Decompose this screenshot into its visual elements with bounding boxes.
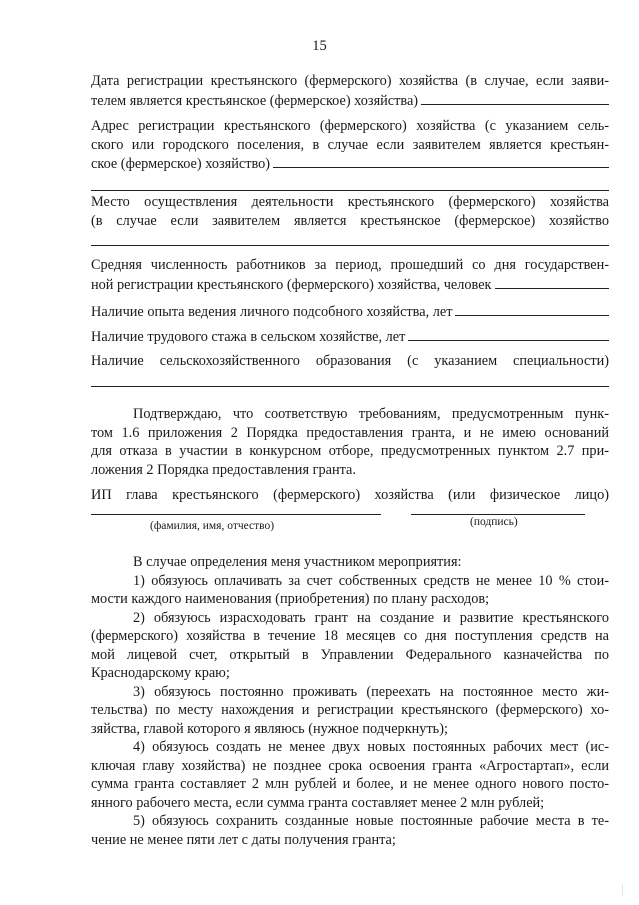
obligation-4-line-2: ключая главу хозяйства) не позднее срока освоения гранта «Агростартап», если [91, 757, 609, 774]
obligation-3-line-2: тельства) по месту нахождения и регистрации крестьянского (фермерского) хо- [91, 702, 609, 718]
avg-employees-line-1: Средняя численность работников за период, прошедший со дня государствен- [91, 257, 609, 273]
confirmation-paragraph [91, 405, 609, 479]
page-number: 15 [312, 38, 327, 54]
obligation-5-line-1: 5) обязуюсь сохранить созданные новые постоянные рабочие места в те- [133, 813, 609, 829]
obligation-1-line-2: мости каждого наименования (приобретения) по плану расходов; [91, 591, 490, 607]
obligation-2-line-3: мой лицевой счет, открытый в Управлении Федерального казначейства по [91, 646, 609, 663]
signature-caption: (подпись) [470, 516, 518, 528]
avg-employees-field [91, 256, 609, 294]
obligation-5-line-2: чение не менее пяти лет с даты получения гранта; [91, 831, 396, 848]
avg-employees-blank[interactable] [495, 275, 609, 289]
confirmation-line-1: Подтверждаю, что соответствую требованиям, предусмотренным пунк- [133, 406, 609, 422]
activity-place-field [91, 193, 609, 246]
registration-date-field [91, 72, 609, 110]
obligation-4-line-4: янного рабочего места, если сумма гранта составляет менее 2 млн рублей; [91, 794, 545, 811]
name-blank[interactable] [91, 514, 381, 515]
registration-address-blank-2[interactable] [91, 177, 609, 191]
work-experience-blank[interactable] [408, 327, 609, 341]
farm-experience-label: Наличие опыта ведения личного подсобного хозяйства, лет [91, 304, 453, 320]
work-experience-label: Наличие трудового стажа в сельском хозяйстве, лет [91, 329, 406, 345]
registration-date-line-1: Дата регистрации крестьянского (фермерского) хозяйства (в случае, если заяви- [91, 73, 609, 89]
registration-address-blank[interactable] [273, 154, 609, 168]
work-experience-field [91, 327, 609, 347]
registration-address-line-1: Адрес регистрации крестьянского (фермерского) хозяйства (с указанием сель- [91, 118, 609, 134]
registration-date-line-2: телем является крестьянское (фермерское) хозяйства) [91, 92, 419, 109]
education-blank[interactable] [91, 373, 609, 387]
obligation-1-line-1: 1) обязуюсь оплачивать за счет собственных средств не менее 10 % стои- [133, 572, 609, 589]
registration-address-line-2: ского или городского поселения, в случае если заявителем является крестьян- [91, 136, 609, 153]
education-field [91, 352, 609, 387]
obligations-section [91, 553, 609, 849]
confirmation-line-4: ложения 2 Порядка предоставления гранта. [91, 461, 356, 478]
obligation-2-line-2: (фермерского) хозяйства в течение 18 месяцев со дня поступления средств на [91, 628, 609, 644]
obligation-2-line-1: 2) обязуюсь израсходовать грант на создание и развитие крестьянского [133, 609, 609, 626]
confirmation-line-3: для отказа в участии в конкурсном отборе, предусмотренных пунктом 2.7 при- [91, 443, 609, 459]
obligation-4-line-1: 4) обязуюсь создать не менее двух новых постоянных рабочих мест (ис- [133, 739, 609, 755]
name-caption: (фамилия, имя, отчество) [150, 520, 275, 532]
farm-experience-blank[interactable] [455, 302, 609, 316]
obligation-3-line-1: 3) обязуюсь постоянно проживать (переехать на постоянное место жи- [133, 683, 609, 700]
signature-role [91, 486, 609, 505]
obligation-4-line-3: сумма гранта составляет 2 млн рублей и более, и не менее одного нового посто- [91, 776, 609, 792]
obligation-2-line-4: Краснодарскому краю; [91, 665, 230, 681]
obligation-3-line-3: зяйства, главой которого я являюсь (нужное подчеркнуть); [91, 720, 448, 737]
education-label: Наличие сельскохозяйственного образования (с указанием специальности) [91, 353, 609, 369]
registration-address-field [91, 117, 609, 191]
confirmation-line-2: том 1.6 приложения 2 Порядка предоставления гранта, и не имею оснований [91, 424, 609, 441]
signature-role-text: ИП глава крестьянского (фермерского) хозяйства (или физическое лицо) [91, 487, 609, 503]
avg-employees-line-2: ной регистрации крестьянского (фермерского) хозяйства, человек [91, 276, 492, 293]
activity-place-line-2: (в случае если заявителем является крестьянское (фермерское) хозяйство [91, 212, 609, 229]
scan-corner-mark [622, 884, 631, 896]
obligations-intro: В случае определения меня участником мероприятия: [133, 554, 462, 570]
farm-experience-field [91, 302, 609, 322]
registration-date-blank[interactable] [421, 91, 609, 105]
activity-place-blank[interactable] [91, 232, 609, 246]
signature-blank[interactable] [411, 514, 585, 515]
activity-place-line-1: Место осуществления деятельности крестьянского (фермерского) хозяйства [91, 194, 609, 210]
registration-address-line-3: ское (фермерское) хозяйство) [91, 156, 271, 172]
